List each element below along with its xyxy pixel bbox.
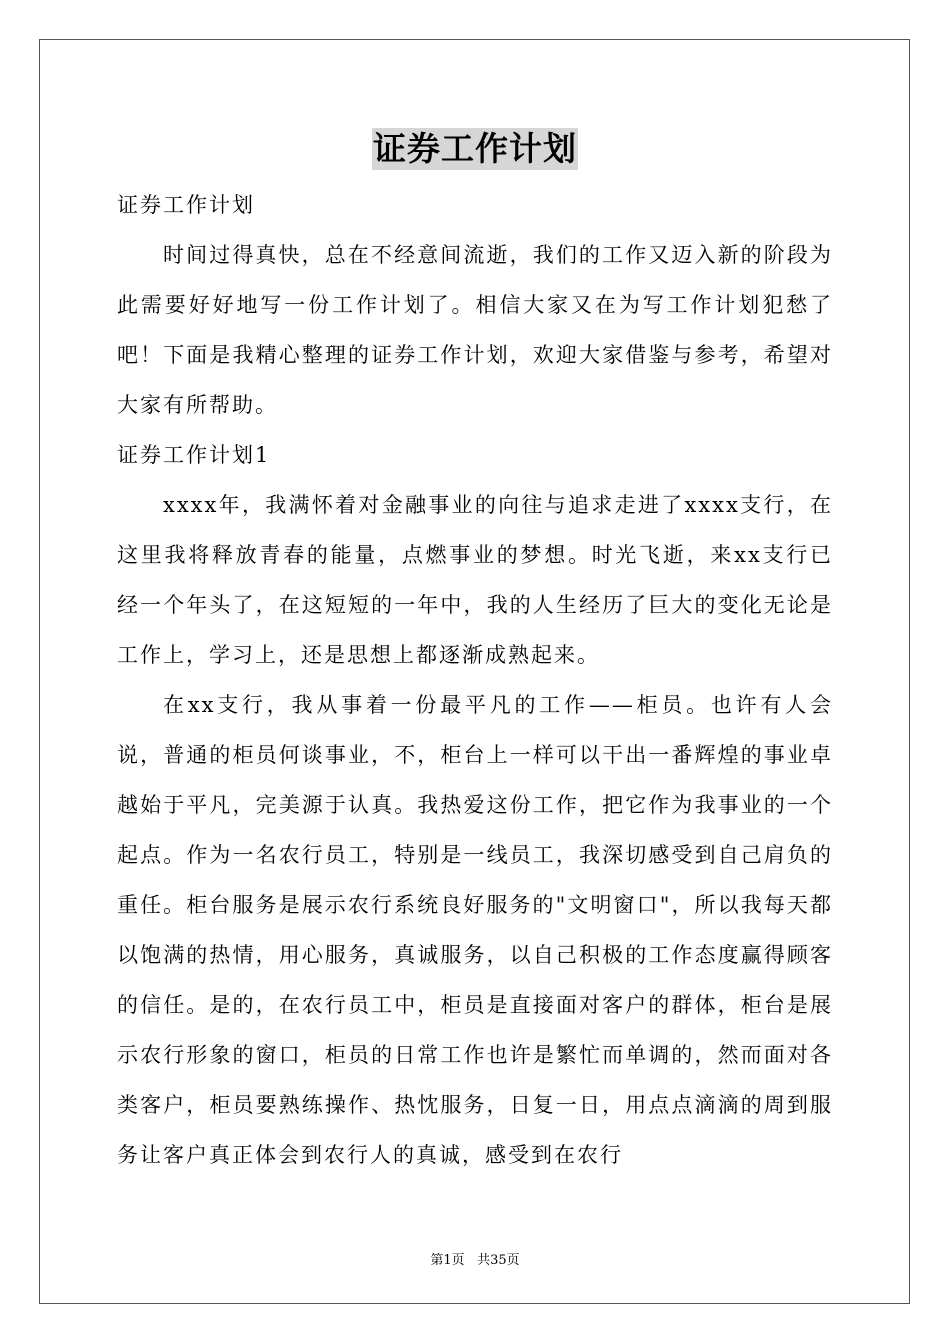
title-container (0, 128, 950, 170)
total-pages: 共35页 (477, 1253, 520, 1268)
intro-paragraph: 时间过得真快，总在不经意间流逝，我们的工作又迈入新的阶段为此需要好好地写一份工作计划了。相信大家又在为写工作计划犯愁了吧！下面是我精心整理的证券工作计划，欢迎大家借鉴与参考，希望对大家有所帮助。 (117, 243, 833, 417)
section-paragraph-2: 在xx支行，我从事着一份最平凡的工作——柜员。也许有人会说，普通的柜员何谈事业，不，柜台上一样可以干出一番辉煌的事业卓越始于平凡，完美源于认真。我热爱这份工作，把它作为我事业的一个起点。作为一名农行员工，特别是一线员工，我深切感受到自己肩负的重任。柜台服务是展示农行系统良好服务的"文明窗口"，所以我每天都以饱满的热情，用心服务，真诚服务，以自己积极的工作态度赢得顾客的信任。是的，在农行员工中，柜员是直接面对客户的群体，柜台是展示农行形象的窗口，柜员的日常工作也许是繁忙而单调的，然而面对各类客户，柜员要熟练操作、热忱服务，日复一日，用点点滴滴的周到服务让客户真正体会到农行人的真诚，感受到在农行 (117, 693, 833, 1167)
document-title: 证券工作计划 (373, 129, 577, 168)
document-subtitle: 证券工作计划 (117, 193, 255, 217)
page-footer (0, 1249, 950, 1268)
section-heading: 证券工作计划1 (117, 443, 271, 467)
section-paragraph-1: xxxx年，我满怀着对金融事业的向往与追求走进了xxxx支行，在这里我将释放青春的能量，点燃事业的梦想。时光飞逝，来xx支行已经一个年头了，在这短短的一年中，我的人生经历了巨大的变化无论是工作上，学习上，还是思想上都逐渐成熟起来。 (117, 493, 833, 667)
page-number: 第1页 (430, 1253, 465, 1268)
document-body (117, 180, 833, 1180)
